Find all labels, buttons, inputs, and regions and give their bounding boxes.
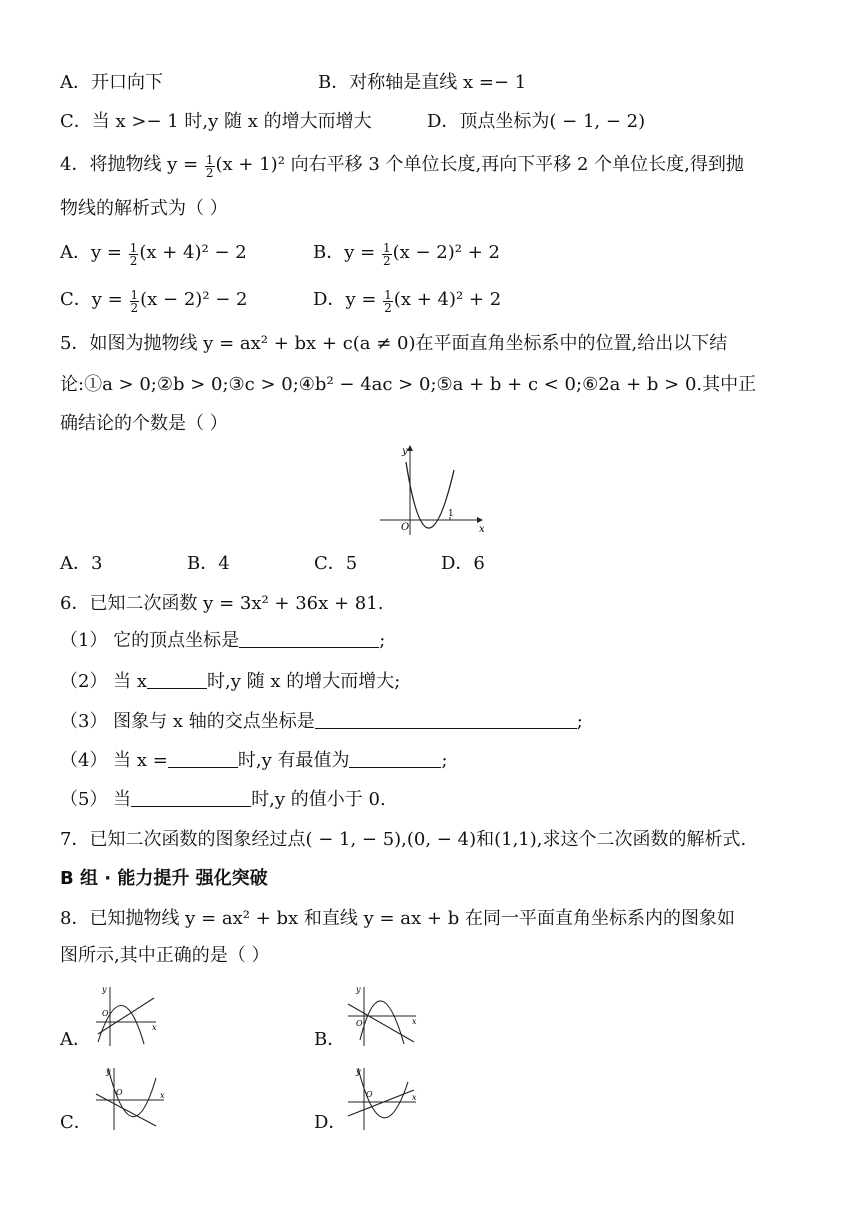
answer-blank-vertex[interactable]: [239, 629, 379, 648]
origin-label: O: [356, 1019, 363, 1028]
q5-option-b[interactable]: B．4: [187, 553, 230, 574]
x-axis-label: x: [160, 1091, 165, 1100]
q5-stem-line1: 5．如图为抛物线 y = ax² + bx + c(a ≠ 0)在平面直角坐标系中的位置,给出以下结: [60, 333, 728, 354]
q8-option-d[interactable]: D．: [314, 1112, 347, 1133]
option-label: D．: [313, 289, 346, 310]
q8-graph-c[interactable]: [94, 1064, 170, 1132]
q5-option-c[interactable]: C．5: [314, 553, 358, 574]
q6-part2: [60, 669, 400, 695]
fraction-numerator: 1: [384, 288, 392, 302]
fraction-numerator: 1: [205, 153, 214, 167]
x-axis-label: x: [412, 1093, 417, 1102]
q5-stem-line3: 确结论的个数是（ ）: [60, 413, 228, 434]
tick-one-label: 1: [448, 509, 454, 519]
q4-option-b[interactable]: [313, 240, 500, 267]
q6-part1-end: ;: [379, 630, 386, 651]
q6-part3-text: （3） 图象与 x 轴的交点坐标是: [60, 711, 315, 732]
q8-graph-d[interactable]: [346, 1064, 422, 1132]
line-graph: [96, 1094, 156, 1126]
y-axis-label: y: [356, 985, 361, 994]
option-label: A．: [60, 242, 91, 263]
q6-part2-text: （2） 当 x: [60, 671, 148, 692]
q4-stem-rest: (x + 1)² 向右平移 3 个单位长度,再向下平移 2 个单位长度,得到抛: [215, 154, 744, 175]
fraction-numerator: 1: [382, 241, 391, 255]
y-axis-label: y: [106, 1067, 111, 1076]
y-axis-label: y: [402, 446, 408, 457]
q8-option-c[interactable]: C．: [60, 1112, 92, 1133]
q5-option-a[interactable]: A．3: [60, 553, 103, 574]
option-eq-pre: y =: [91, 289, 123, 310]
q3-option-a[interactable]: A．开口向下: [60, 72, 163, 93]
answer-blank-x-value[interactable]: [168, 749, 238, 768]
x-axis-arrow: [477, 517, 483, 523]
q7-stem: 7．已知二次函数的图象经过点( − 1, − 5),(0, − 4)和(1,1),求这个二次函数的解析式.: [60, 829, 747, 850]
y-axis-label: y: [356, 1067, 361, 1076]
fraction-denominator: 2: [382, 254, 391, 268]
q6-part5: [60, 787, 386, 813]
fraction-denominator: 2: [205, 166, 214, 180]
q4-option-a[interactable]: [60, 240, 247, 267]
q4-stem-line1: [60, 152, 744, 179]
q4-stem-line2: 物线的解析式为（ ）: [60, 198, 228, 219]
origin-label: O: [102, 1009, 109, 1018]
origin-label: O: [401, 522, 410, 533]
q5-option-d[interactable]: D．6: [441, 553, 485, 574]
x-axis-label: x: [152, 1023, 157, 1032]
q6-part5-text: （5） 当: [60, 789, 132, 810]
q5-parabola-figure: [376, 440, 496, 540]
fraction-half: [205, 154, 215, 179]
q6-part4: [60, 748, 448, 774]
option-eq-pre: y =: [344, 242, 376, 263]
answer-blank-intersections[interactable]: [315, 710, 577, 729]
q6-part2-end: 时,y 随 x 的增大而增大;: [207, 671, 401, 692]
origin-label: O: [366, 1090, 373, 1099]
origin-label: O: [116, 1088, 123, 1097]
option-eq-post: (x + 4)² + 2: [393, 289, 502, 310]
fraction-denominator: 2: [384, 301, 392, 315]
q8-graph-a[interactable]: [94, 982, 166, 1048]
option-eq-post: (x + 4)² − 2: [139, 242, 247, 263]
q4-option-d[interactable]: [313, 287, 501, 314]
q6-part4-text: （4） 当 x =: [60, 750, 168, 771]
parabola-curve: [406, 462, 454, 528]
answer-blank-extreme[interactable]: [349, 749, 441, 768]
fraction-half: [129, 242, 139, 267]
q3-option-b[interactable]: B．对称轴是直线 x =− 1: [318, 72, 527, 93]
q6-part3-end: ;: [576, 711, 583, 732]
q8-option-b[interactable]: B．: [314, 1029, 346, 1050]
q8-stem-line2: 图所示,其中正确的是（ ）: [60, 945, 270, 966]
q8-graph-b[interactable]: [346, 982, 422, 1048]
x-axis-label: x: [412, 1017, 417, 1026]
y-axis-label: y: [102, 985, 107, 994]
x-axis-label: x: [479, 524, 485, 535]
q6-stem: 6．已知二次函数 y = 3x² + 36x + 81.: [60, 593, 384, 614]
q5-stem-line2: 论:①a > 0;②b > 0;③c > 0;④b² − 4ac > 0;⑤a + b + c < 0;⑥2a + b > 0.其中正: [60, 374, 757, 395]
option-eq-post: (x − 2)² + 2: [392, 242, 500, 263]
y-axis-arrow: [407, 445, 413, 451]
fraction-numerator: 1: [130, 288, 139, 302]
parabola-curve: [360, 1001, 404, 1044]
fraction-numerator: 1: [129, 241, 138, 255]
q4-stem-start: 4．将抛物线 y =: [60, 154, 199, 175]
fraction-denominator: 2: [129, 254, 138, 268]
option-label: C．: [60, 289, 92, 310]
q6-part1: [60, 628, 385, 654]
q6-part3: [60, 709, 583, 735]
option-eq-post: (x − 2)² − 2: [140, 289, 248, 310]
option-eq-pre: y =: [345, 289, 377, 310]
fraction-half: [383, 289, 393, 314]
q6-part4-mid: 时,y 有最值为: [237, 750, 350, 771]
q8-option-a[interactable]: A．: [60, 1029, 91, 1050]
line-graph: [348, 1090, 414, 1116]
q3-option-d[interactable]: D．顶点坐标为( − 1, − 2): [427, 111, 646, 132]
fraction-half: [130, 289, 140, 314]
q8-stem-line1: 8．已知抛物线 y = ax² + bx 和直线 y = ax + b 在同一平面直角坐标系内的图象如: [60, 908, 735, 929]
fraction-half: [382, 242, 392, 267]
q6-part1-text: （1） 它的顶点坐标是: [60, 630, 240, 651]
section-b-heading: B 组 · 能力提升 强化突破: [60, 868, 268, 889]
option-eq-pre: y =: [91, 242, 122, 263]
q3-option-c[interactable]: C．当 x >− 1 时,y 随 x 的增大而增大: [60, 111, 372, 132]
q6-part5-end: 时,y 的值小于 0.: [251, 789, 386, 810]
answer-blank-range[interactable]: [147, 670, 207, 689]
q6-part4-end: ;: [441, 750, 448, 771]
q4-option-c[interactable]: [60, 287, 248, 314]
option-label: B．: [313, 242, 345, 263]
answer-blank-interval[interactable]: [131, 788, 251, 807]
fraction-denominator: 2: [130, 301, 139, 315]
